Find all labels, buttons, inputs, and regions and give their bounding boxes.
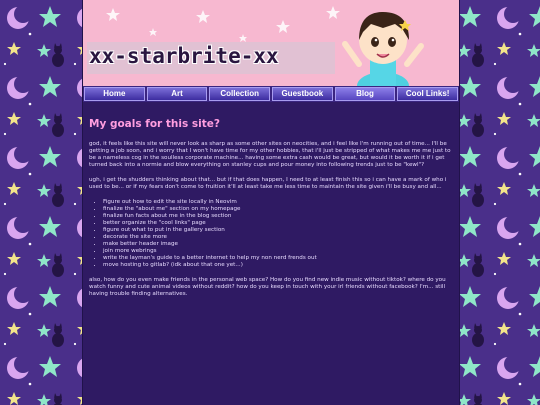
- goal-item: • join more webrings: [103, 248, 453, 255]
- goal-item: • write the layman's guide to a better internet to help my non nerd frends out: [103, 255, 453, 262]
- goals-list: [89, 199, 453, 269]
- paragraph-questions: also, how do you even make friends in the personal web space? How do you find new indie music without tiktok? where do you watch funny and cute animal videos without reddit? how do you keep in touch with your irl friends without facebook? I'm... still having trouble finding alternatives.: [89, 277, 446, 297]
- site-header: [83, 0, 459, 86]
- goal-item: • Figure out how to edit the site locally in Neovim: [103, 199, 453, 206]
- paragraph-worries: ugh, i get the shudders thinking about that... but if that does happen, I need to at least finish this so i can have a mark of who i used to be... or if my fears don't come to fruition it'll at least take me less time to maintain the site given i'll be busy and all...: [89, 177, 447, 190]
- nav-item-collection[interactable]: Collection: [209, 87, 270, 101]
- goal-item: • figure out what to put in the gallery section: [103, 227, 453, 234]
- nav-item-blog[interactable]: Blog: [335, 87, 396, 101]
- main-navigation: [83, 86, 459, 102]
- nav-item-home[interactable]: Home: [84, 87, 145, 101]
- page-container: [82, 0, 460, 405]
- page-title: My goals for this site?: [89, 118, 220, 130]
- goal-item: • better organize the "cool links" page: [103, 220, 453, 227]
- nav-item-art[interactable]: Art: [147, 87, 208, 101]
- paragraph-intro: god, it feels like this site will never look as sharp as some other sites on neocities, and i feel like I'm running out of time... I'll be getting a job soon, and i worry that I won't have time for my other hobbies, that i'll just be stripped of what makes me me just to be a nameless cog in the soulless corporate machine... having some extra cash would be great, but would it be worth it if i get turned back into a normie and blow everything on stanley cups and pour money into following trends just to be "kewl"?: [89, 141, 451, 168]
- goal-item: • move hosting to gitlab? (idk about that one yet...): [103, 262, 453, 269]
- main-content: [89, 118, 453, 306]
- goal-item: • make better header image: [103, 241, 453, 248]
- goal-item: • finalize fun facts about me in the blog section: [103, 213, 453, 220]
- nav-item-guestbook[interactable]: Guestbook: [272, 87, 333, 101]
- goal-item: • decorate the site more: [103, 234, 453, 241]
- goal-item: • finalize the "about me" section on my homepage: [103, 206, 453, 213]
- nav-item-cool-links[interactable]: Cool Links!: [397, 87, 458, 101]
- site-logo-text: xx-starbrite-xx: [89, 44, 279, 68]
